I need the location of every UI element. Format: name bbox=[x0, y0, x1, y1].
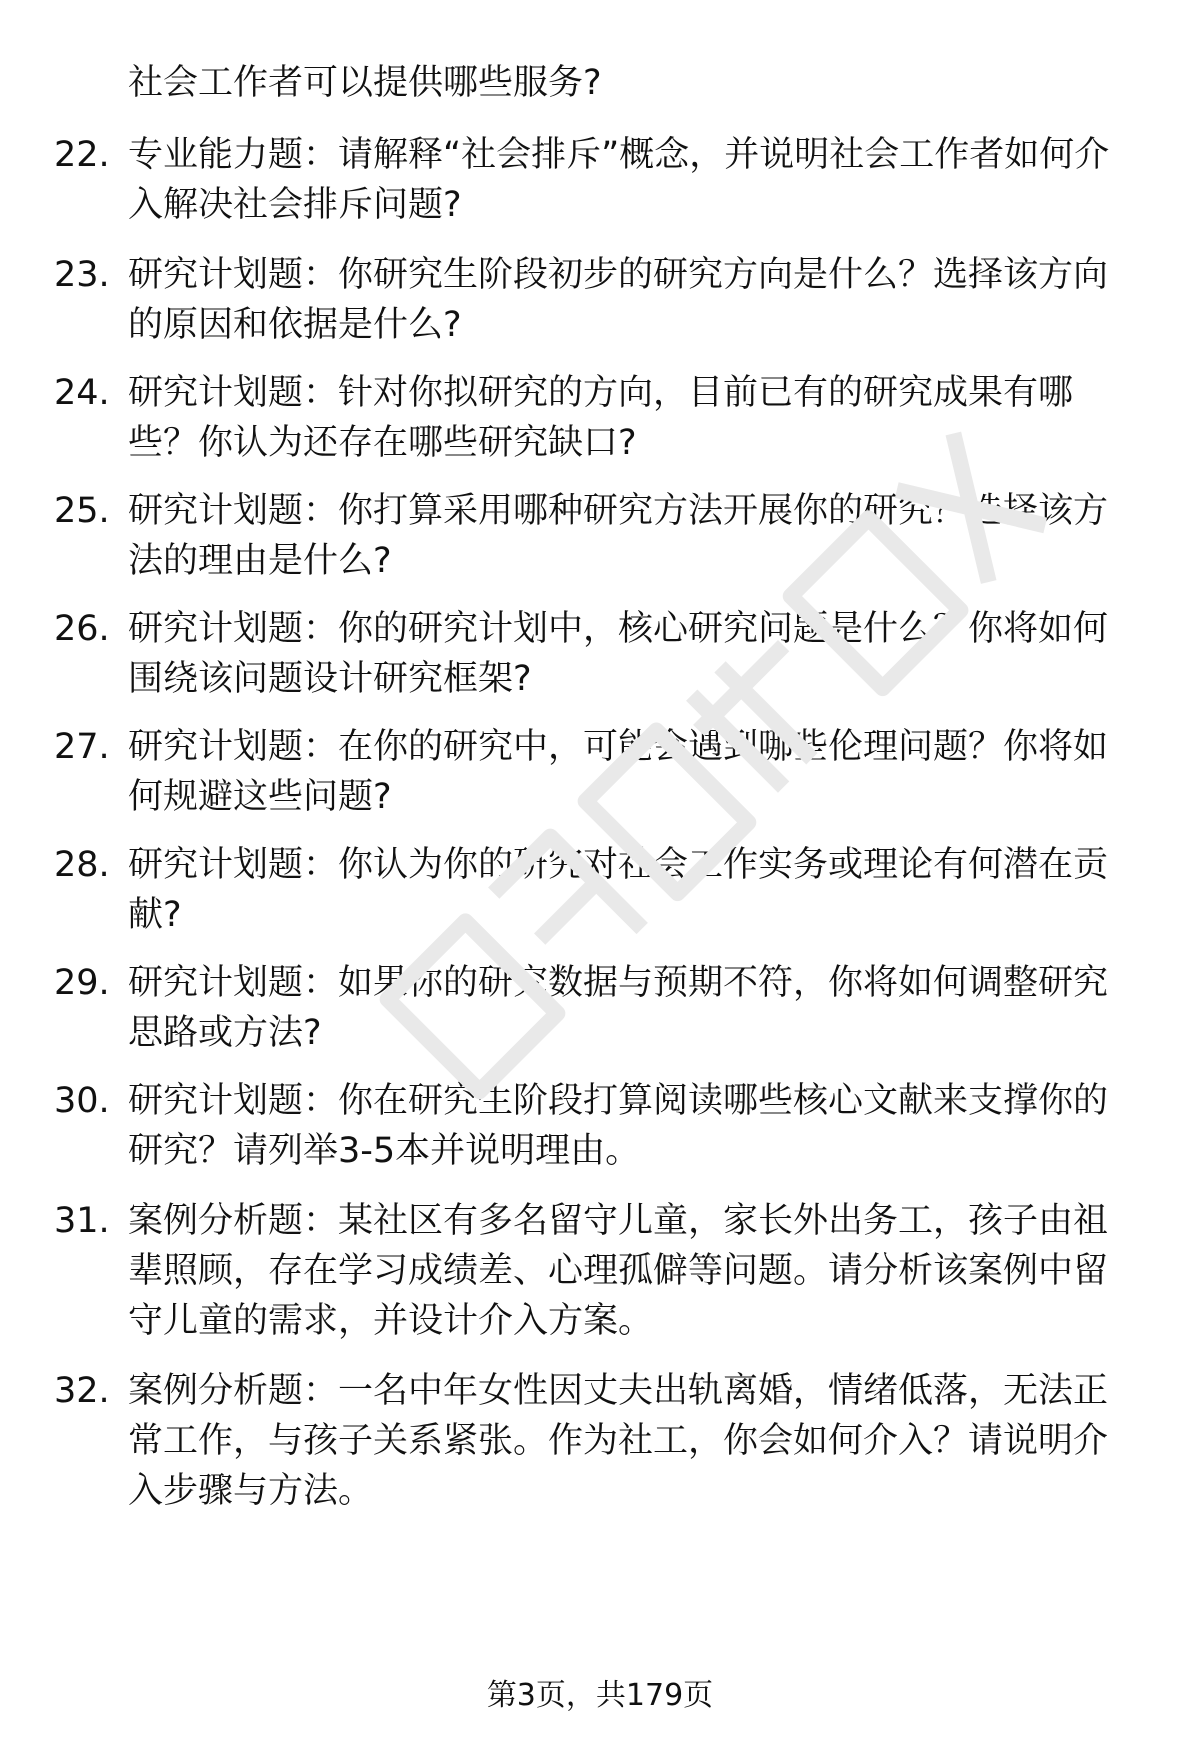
question-text: 专业能力题：请解释“社会排斥”概念，并说明社会工作者如何介入解决社会排斥问题? bbox=[128, 135, 1110, 225]
question-number: 30. bbox=[54, 1081, 110, 1121]
question-text: 案例分析题：某社区有多名留守儿童，家长外出务工，孩子由祖辈照顾，存在学习成绩差、心理孤僻等问题。请分析该案例中留守儿童的需求，并设计介入方案。 bbox=[128, 1201, 1109, 1341]
question-number: 25. bbox=[54, 491, 110, 531]
question-number: 28. bbox=[54, 845, 110, 885]
question-text: 研究计划题：你的研究计划中，核心研究问题是什么？你将如何围绕该问题设计研究框架? bbox=[128, 609, 1109, 699]
continued-question-text: 社会工作者可以提供哪些服务? bbox=[128, 63, 602, 103]
question-text: 案例分析题：一名中年女性因丈夫出轨离婚，情绪低落，无法正常工作，与孩子关系紧张。作为社工，你会如何介入？请说明介入步骤与方法。 bbox=[128, 1371, 1109, 1511]
question-number: 24. bbox=[54, 373, 110, 413]
question-text: 研究计划题：你研究生阶段初步的研究方向是什么？选择该方向的原因和依据是什么? bbox=[128, 255, 1109, 345]
question-number: 27. bbox=[54, 727, 110, 767]
question-number: 29. bbox=[54, 963, 110, 1003]
question-text: 研究计划题：针对你拟研究的方向，目前已有的研究成果有哪些？你认为还存在哪些研究缺口? bbox=[128, 373, 1074, 463]
question-text: 研究计划题：在你的研究中，可能会遇到哪些伦理问题？你将如何规避这些问题? bbox=[128, 727, 1109, 817]
question-text: 研究计划题：你在研究生阶段打算阅读哪些核心文献来支撑你的研究？请列举3-5本并说明理由。 bbox=[128, 1081, 1109, 1171]
question-text: 研究计划题：你认为你的研究对社会工作实务或理论有何潜在贡献? bbox=[128, 845, 1109, 935]
question-number: 32. bbox=[54, 1371, 110, 1411]
question-number: 26. bbox=[54, 609, 110, 649]
question-number: 31. bbox=[54, 1201, 110, 1241]
question-number: 23. bbox=[54, 255, 110, 295]
question-text: 研究计划题：如果你的研究数据与预期不符，你将如何调整研究思路或方法? bbox=[128, 963, 1109, 1053]
question-text: 研究计划题：你打算采用哪种研究方法开展你的研究？选择该方法的理由是什么? bbox=[128, 491, 1109, 581]
question-number: 22. bbox=[54, 135, 110, 175]
page-footer: 第3页，共179页 bbox=[486, 1678, 714, 1713]
